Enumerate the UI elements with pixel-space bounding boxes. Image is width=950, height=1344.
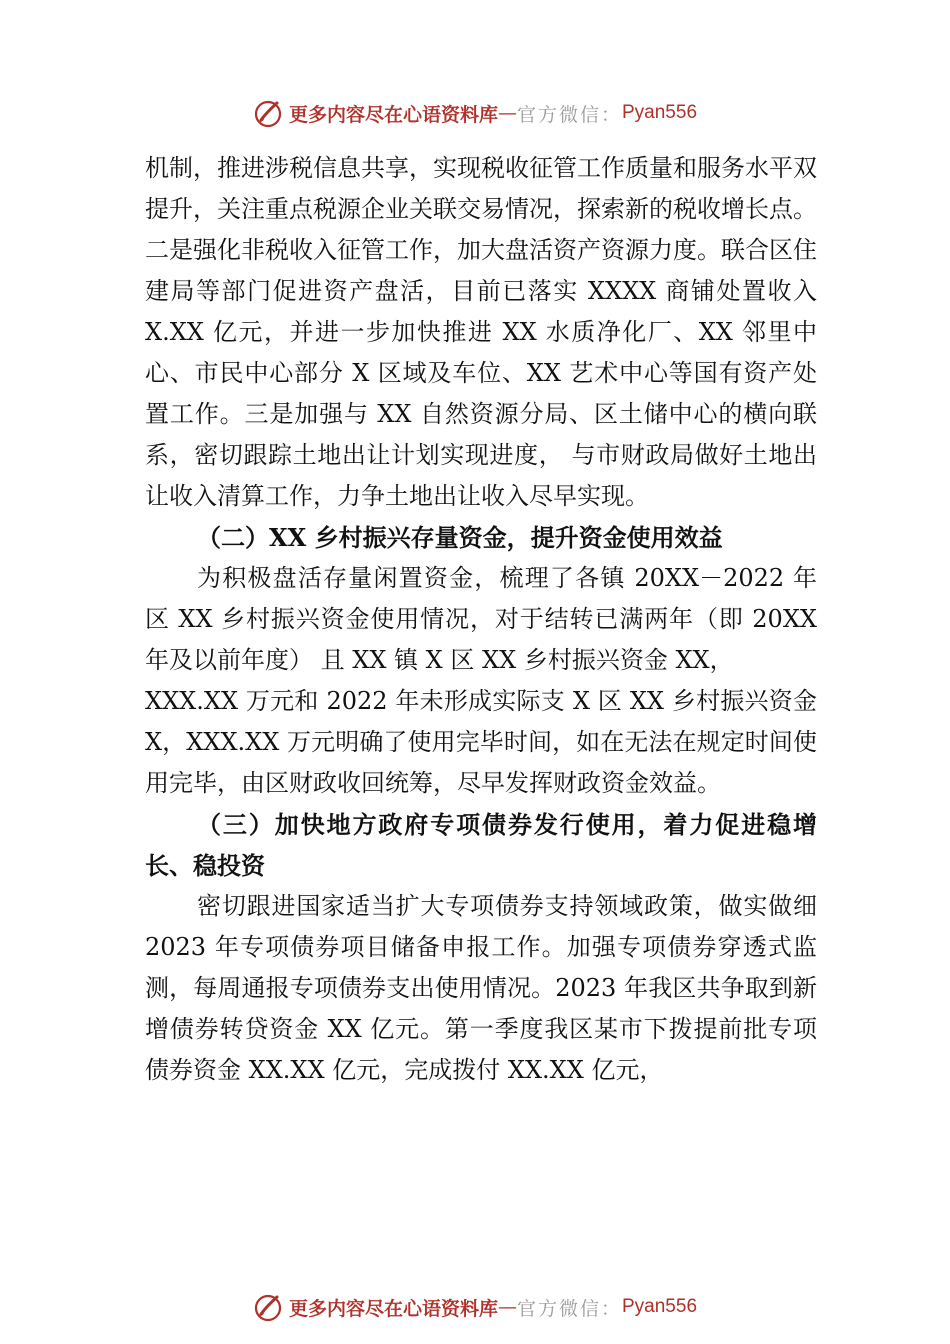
- paragraph-1: 机制，推进涉税信息共享，实现税收征管工作质量和服务水平双提升，关注重点税源企业关联交易情况，探索新的税收增长点。二是强化非税收入征管工作，加大盘活资产资源力度。联合区住建局等部门促进资产盘活，目前已落实 XXXX 商铺处置收入 X.XX 亿元，并进一步加快推进 XX 水质净化厂、XX 邻里中心、市民中心部分 X 区域及车位、XX 艺术中心等国有资产处置工作。三是加强与 XX 自然资源分局、区土储中心的横向联系，密切跟踪土地出让计划实现进度， 与市财政局做好土地出让收入清算工作，力争土地出让收入尽早实现。: [145, 154, 817, 510]
- watermark-wechat-id: Pyan556: [622, 1296, 698, 1317]
- brush-logo-icon: [253, 98, 283, 128]
- paragraph-2b: XXX.XX 万元和 2022 年未形成实际支 X 区 XX 乡村振兴资金 X，XXX.XX 万元明确了使用完毕时间，如在无法在规定时间使用完毕，由区财政收回统筹，尽早发挥财政资金效益。: [145, 687, 817, 797]
- watermark-brand-text: 更多内容尽在心语资料库: [288, 103, 498, 126]
- paragraph-2a: 为积极盘活存量闲置资金，梳理了各镇 20XX－2022 年区 XX 乡村振兴资金使用情况，对于结转已满两年（即 20XX 年及以前年度） 且 XX 镇 X 区 XX 乡村振兴资金 XX，: [145, 564, 817, 674]
- watermark-brand-text: 更多内容尽在心语资料库: [288, 1297, 498, 1320]
- watermark-dash: —: [497, 1296, 517, 1318]
- document-body: [145, 148, 817, 1091]
- watermark-wechat-id: Pyan556: [622, 102, 698, 123]
- watermark-wechat-label: 官方微信：: [516, 1297, 622, 1320]
- watermark-dash: —: [497, 102, 517, 124]
- watermark-wechat-label: 官方微信：: [516, 103, 622, 126]
- header-watermark: [0, 98, 950, 128]
- section-heading-3: （三）加快地方政府专项债券发行使用，着力促进稳增长、稳投资: [145, 810, 817, 880]
- paragraph-3: 密切跟进国家适当扩大专项债券支持领域政策，做实做细 2023 年专项债券项目储备申报工作。加强专项债券穿透式监测，每周通报专项债券支出使用情况。2023 年我区共争取到新增债券转贷资金 XX 亿元。第一季度我区某市下拨提前批专项债券资金 XX.XX 亿元，完成拨付 XX.XX 亿元，: [145, 892, 817, 1084]
- footer-watermark: [0, 1292, 950, 1322]
- section-heading-2: （二）XX 乡村振兴存量资金，提升资金使用效益: [197, 523, 723, 552]
- brush-logo-icon: [253, 1292, 283, 1322]
